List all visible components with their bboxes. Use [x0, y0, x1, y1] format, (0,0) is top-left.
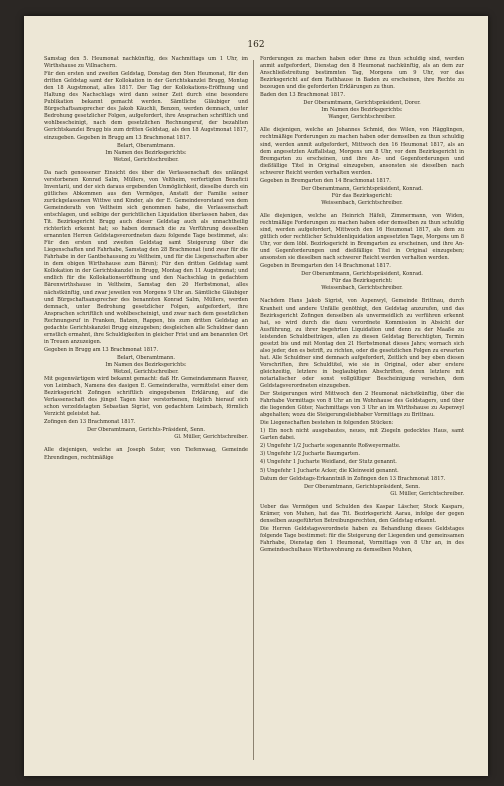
text-paragraph: 1) Ein noch nicht ausgebautes, neues, mit Ziegeln gedecktes Haus, samt Garten dabei. — [260, 428, 464, 442]
notice-paragraph: Ueber das Vermögen und Schulden des Kaspar Läscher, Stock Kaspars, Krämer, von Muhen, hat das Tit. Bezirksgericht Aarau, infolge der gegen denselben ausgeführten Betreibungsrechten, den Geldstag erkannt. — [260, 503, 464, 524]
document-page — [24, 16, 488, 776]
notice-paragraph: Alle diejenigen, welche an Joseph Suter, von Tiefenwaag, Gemeinde Ehrendingen, rechtmäßige — [44, 447, 248, 461]
signature-line: Weissenbach, Gerichtschreiber. — [321, 285, 403, 292]
text-paragraph: Gegeben in Brugg am 13 Brachmonat 1817. — [44, 346, 159, 353]
page-number: 162 — [247, 40, 265, 50]
signature-line: Belart, Oberamtmann. — [117, 354, 175, 361]
left-column — [44, 56, 248, 463]
text-paragraph: Die Liegenschaften bestehen in folgenden Stücken: — [260, 420, 394, 427]
signature-line: Im Namen des Bezirksgerichts: — [105, 149, 187, 156]
text-paragraph: Forderungen zu machen haben oder ihme zu thun schuldig sind, werden anmit aufgefordert, Dienstag den 8 Heumonat nachkünftig, als an dem zur Anschließstreitung bestimmten Tag, Morgens um 9 Uhr, vor das Bezirksgericht auf dem Rathhause in Baden zu erscheinen, ihre Rechte zu bezeugen und die geforderten Erklärungen zu thun. — [260, 56, 464, 91]
text-paragraph: 2) Ungefehr 1/2 Jucharte sogenannte Roßweyermatte. — [260, 443, 401, 450]
notice-paragraph: Nachdem Hans Jakob Sigrist, von Aspenwyl, Gemeinde Brittnau, durch Kranheit und andere Unfälle genöthigt, den Geldstag anzurufen, und das Bezirksgericht Zofingen denselben als unvermeidlich zu verführen erkennt hat, so wird durch die dazu verordnete Kommission in Absicht der Ausführung, zu ihrer begehrten Liquidation und denn zu der Maaße zu leistenden Schuldbeiträgen, allen zu diesen Geldstag Berechtigten, Termin gesetzt bis und mit Montag den 21 Herbstmonat dieses Jahrs; wornach sich also jeder, den es betrift, zu richten, oder die gesetzlichen Folgen zu erwarten hat. Alle Schuldner sind demnach aufgefordert, Zeitlich und bey eben diesen Vorschriften, ihre Schuldtitel, wie sie in Original, oder aber erstere gleichzeitig, letztere in beglaubigten Abschriften, deren letztere mit notarialischer oder sonst vollgültiger Bescheinigung versehen, dem Geldstagsverordneten einzugeben. — [260, 298, 464, 390]
text-paragraph: Zofingen den 13 Brachmonat 1817. — [44, 419, 136, 426]
text-paragraph: 3) Ungefehr 1/2 Jucharte Baumgarten. — [260, 451, 360, 458]
notice-paragraph: Da nach genossener Einsicht des über die Verlassenschaft des unlängst verstorbenen Konrad Salm, Müllers, von Veltheim, verfertigten Beneficii Inventarii, und der sich daraus ergebenden Unmöglichkeit, dieselbe durch ein gütliches Abkommen aus den Vermögen, Anstatt der Familie seiner zurückgelassenen Wittwe und Kinder, als der E. Gemeindevorstand von dem Gemeinderath von Veltheim sich genommen habe, die Verlassenschaft entschlagen, und selbige der gerichtlichen Liquidation überlassen haben, das Tit. Bezirksgericht Brugg auch dieser Geldstag auch als unnachtheilig richterlich erkennt hat; so haben demnach die zu Verführung desselben ernannten Herren Geldstagsverordneten dazu folgende Tage bestimmet, als: Für den ersten und zweiten Geldstag samt Steigerung über die Liegenschaften und Fahrhabe, Samstag den 28 Brachmonat (und zwar für die Fahrhabe in der Gantbehausung zu Veltheim, und für die Liegenschaften aber in dem obigen Wirthshause zum Bären); Für den dritten Geldstag samt Kollokation in der Gerichtskanzlei in Brugg, Montag den 11 Augstmonat; und endlich für die Kollokationseröffnung und den Nachschlag in gedachtem Bärenwirthshause in Veltheim, Samstag den 20 Herbstmonat, alles nächstkünftig, und zwar jeweilen von Morgens 9 Uhr an. Sämtliche Gläubiger und Bürgschaftsansprecher des benannten Konrad Salm, Müllers, werden demnach, unter Bedrohung gesetzlicher Folgen, aufgefordert, ihre Ansprachen schriftlich und wohlbescheinigt, und zwar nach dem gesetzlichen Rechnungsruf in Franken, Batzen, Rappen, bis zum dritten Geldstag an gedachte Gerichtskanzlei Brugg einzugeben; desgleichen alle Schuldner dann ernstlich ermahnt, ihre Schuldigkeiten in gleicher Frist und am benannten Ort in Treuen anzuzeigen. — [44, 169, 248, 345]
text-paragraph: Baden den 13 Brachmonat 1817. — [260, 92, 346, 99]
text-paragraph: Gegeben in Bremgarten den 14 Brachmonat 1817. — [260, 177, 391, 184]
signature-line: Gl. Müller, Gerichtschreiber. — [174, 434, 248, 441]
text-paragraph: Für den ersten und zweiten Geldstag, Donstag den 5ten Heumonat, für den dritten Geldstag samt der Kollokation in der Gerichtskanzlei Brugg, Montag den 18 Augstmonat, alles 1817. Der Tag der Kollokations-Eröffnung und Haltung des Nachschlags wird dann seiner Zeit durch eine besondere Publikation bekannt gemacht werden. Sämtliche Gläubiger und Bürgschaftsansprecher des Jakob Käuchli, Benzen, werden demnach, unter Bedrohung gesetzlicher Folgen, aufgefordert, ihre Ansprachen schriftlich und wohlbescheinigt, nach dem gesetzlichen Rechnungsruf, der bezahlten Gerichtskanzlei Brugg bis zum dritten Geldstag, als den 18 Augstmonat 1817, einzugeben. Gegeben in Brugg am 13 Brachmonat 1817. — [44, 71, 248, 141]
text-paragraph: 4) Ungefehr 1 Jucharte Weidland, der Stutz genannt. — [260, 459, 397, 466]
text-paragraph: 5) Ungefehr 1 Jucharte Acker, die Kleinweid genannt. — [260, 467, 399, 474]
signature-line: Im Namen des Bezirksgerichts: — [321, 107, 403, 114]
right-column — [260, 56, 464, 555]
text-paragraph: Mit gegenwärtigem wird bekannt gemacht: daß Hr. Gemeindammann Rauver, von Leimbach, Namens des dasigen E. Gemeinderaths, vermittelst einer dem Bezirksgericht Zofingen schriftlich eingegebenen Erklärung, auf die Verlassenschaft des jüngst Tagen hier verstorbenen, folglich hierauf sich schon verzeldstagten Sebastian Sigrist, von gedachtem Leimbach, förmlich Verzicht geleistet hat. — [44, 376, 248, 418]
notice-paragraph: Alle diejenigen, welche an Johannes Schmid, des Wilen, von Hägglingen, rechtmäßige Forderungen zu machen haben oder demselben zu thun schuldig sind, werden anmit aufgefordert, Mittwoch den 16 Heumonat 1817, als an dem angesetzten Auffallstag, Morgens um 8 Uhr, vor dem Bezirksgericht in Bremgarten zu erscheinen, und ihre An- und Gegenforderungen und dießfällige Titel in Original einzugeben, ansonsten sie dieselben nach schwerer Reicht werden verhalten werden. — [260, 127, 464, 176]
signature-line: Der Oberamtmann, Gerichtspräsident, Konrad. — [301, 271, 423, 278]
signature-line: Gl. Müller, Gerichtschreiber. — [390, 490, 464, 497]
notice-paragraph: Alle diejenigen, welche an Heinrich Häfeli, Zimmermann, von Widen, rechtmäßige Forderungen zu machen haben oder demselben zu thun schuldig sind, werden aufgefordert, Mittwoch den 16 Heumonat 1817, als dem zu gütlich oder rechtlicher Schuldenliquidation angesetzten Tage, Morgens um 8 Uhr, vor dem löbl. Bezirksgericht in Bremgarten zu erscheinen, und ihre An- und Gegenforderungen und dießfällige Titel in Original einzugeben; ansonsten sie dieselben nach schwerer Reicht werden verhalten werden. — [260, 212, 464, 262]
signature-line: Der Oberamtmann, Gerichtspräsident, Senn. — [303, 483, 421, 490]
signature-line: Der Oberamtmann, Gerichtspräsident, Konrad. — [301, 185, 423, 192]
signature-line: Belart, Oberamtmann. — [117, 142, 175, 149]
text-paragraph: Die Herren Geldstagsverordnete haben zu Behandlung dieses Geldstages folgende Tage bestimmet: für die Steigerung der Liegenden und gemeinsamen Fahrhabe, Dienstag den 1 Heumonat, Vormittags von 8 Uhr an, in des Gemeindsschulhaus Wirthswohnung zu demselben Muhen, — [260, 525, 464, 553]
signature-line: Wetzel, Gerichtschreiber. — [113, 369, 179, 376]
text-paragraph: Datum der Geldstags-Erkanntniß in Zofingen den 13 Brachmonat 1817. — [260, 475, 446, 482]
signature-line: Wetzel, Gerichtschreiber. — [113, 156, 179, 163]
text-paragraph: Samstag den 5. Heumonat nachkünftig, des Nachmittags um 1 Uhr, im Wirthshause zu Villnachern. — [44, 56, 248, 70]
text-paragraph: Gegeben in Bremgarten den 14 Brachmonat 1817. — [260, 263, 391, 270]
signature-line: Für das Bezirksgericht: — [331, 278, 393, 285]
signature-line: Der Oberamtmann, Gerichts-Präsident, Senn. — [87, 427, 205, 434]
text-paragraph: Der Steigerungen wird Mittwoch den 2 Heumonat nächstkünftig, über die Fahrhabe Vormittags von 8 Uhr an im Wohnhause des Geldstagers, und über die liegenden Güter, Nachmittags von 3 Uhr an im Wirthshause zu Aspenwyl abgehalten; wozu die Steigerungsliebhaber Vormittags zu Brittnau. — [260, 391, 464, 419]
signature-line: Für das Bezirksgericht: — [331, 192, 393, 199]
signature-line: Der Oberamtmann, Gerichtspräsident, Dorer. — [303, 100, 421, 107]
column-divider — [253, 60, 254, 760]
signature-line: Wanger, Gerichtschreiber. — [328, 114, 396, 121]
signature-line: Im Namen des Bezirksgerichts: — [105, 361, 187, 368]
signature-line: Weissenbach, Gerichtschreiber. — [321, 199, 403, 206]
